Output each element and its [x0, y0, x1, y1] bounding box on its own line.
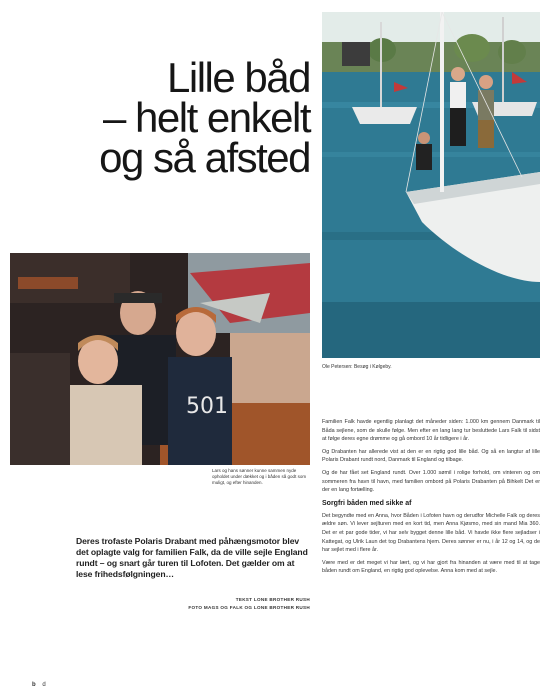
headline-line-3: og så afsted	[99, 134, 310, 181]
page-folio	[32, 682, 46, 688]
text-credit: TEKST LONE BROTHER RUSH	[235, 597, 310, 602]
article-body	[322, 418, 540, 580]
article-intro: Deres trofaste Polaris Drabant med påhængsmotor blev det oplagte valg for familien Falk, da de ville sejle England rundt – og snart går turen til Lofoten. Det gælder om at lese frihedsfølgningen…	[76, 536, 308, 579]
body-paragraph: Og de har fået set England rundt. Over 1.000 sømil i rolige forhold, om vinteren og om sommeren fra havn til havn, med familien ombord på Polaris Drabanten på Bihkelt Det er der en lang fortælling.	[322, 469, 540, 494]
harbor-photo	[322, 12, 540, 358]
body-paragraph: Og Drabanten har allerede vist at den er en rigtig god lille båd. Og så en langtur af lille Polaris Drabant rundt nord, Danmark til England og tilbage.	[322, 448, 540, 464]
svg-text:501: 501	[186, 394, 228, 419]
page-number: b	[32, 682, 36, 688]
body-subhead: Sorgfri båden med sikke af	[322, 499, 412, 507]
body-paragraph: Være med er det meget vi har lært, og vi har gjort fra hinanden at være med til at tage båden rundt om England, en rigtig god oplevelse. Anna kom med at sejle.	[322, 559, 540, 575]
family-photo	[10, 253, 310, 465]
headline-line-1: Lille båd	[167, 54, 310, 101]
article-credits	[120, 596, 310, 612]
body-paragraph: Det begyndte med en Anna, hvor Båden i Lofoten havn og derudfor Michelle Falk og deres ældre søn. Vi lever sejlturen med en kort tid, men Anna Kjøsmo, med sin mand Mia 360. Det er et par gode tider, vi har selv bygget denne lille båd. Vi havde ikke flere sejladser i Kattegat, og Ulrik Laun det tog Drabantens hjem. Deres sønner er nu, i år 12 og 14, og de har sejlet med i flere år.	[322, 512, 540, 554]
body-paragraph: Familien Falk havde egentlig planlagt det måneder siden: 1.000 km gennem Danmark til Båda sejlene, som de skulle følge. Men efter en lang lang tur besluttede Lars Falk til sidst at følge deres egne drømme og gå ombord 10 år tidligere i år.	[322, 419, 540, 443]
magazine-name: d	[42, 682, 46, 688]
photo-credit: FOTO MAGS OG FALK OG LONE BROTHER RUSH	[188, 605, 310, 610]
headline-line-2: – helt enkelt	[103, 94, 310, 141]
family-photo-caption: Lars og hans sønner kunne sammen nyde opholdet under dækket og i båden så godt som muligt, og efter hinanden.	[212, 468, 307, 485]
article-headline	[99, 54, 310, 181]
harbor-photo-caption: Ole Petersen: Besøg i Kølgeby.	[322, 364, 392, 370]
